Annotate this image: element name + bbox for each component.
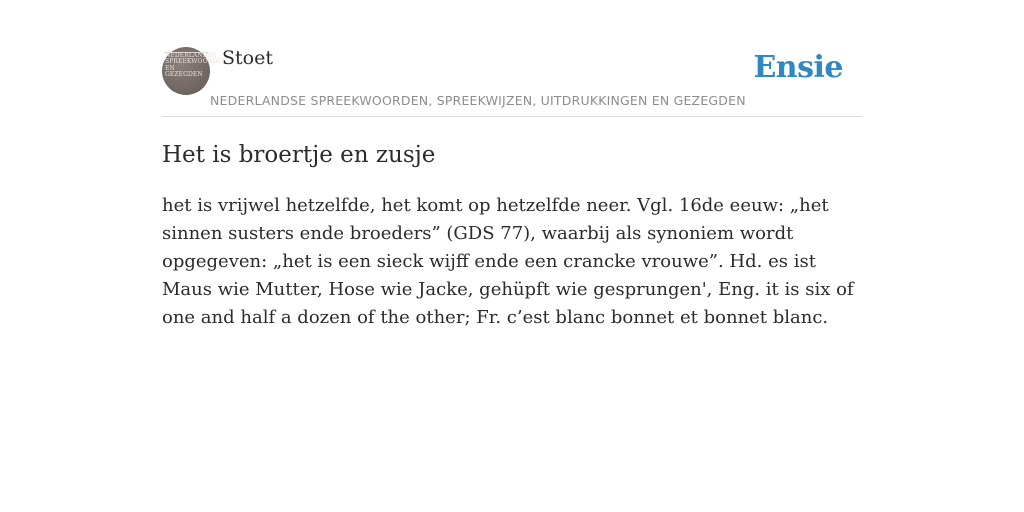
entry-title: Het is broertje en zusje bbox=[162, 142, 436, 168]
entry-definition: het is vrijwel hetzelfde, het komt op hetzelfde neer. Vgl. 16de eeuw: „het sinnen susters ende broeders” (GDS 77), waarbij als synoniem wordt opgegeven: „het is een sieck wijff ende een crancke vrouwe”. Hd. es ist Maus wie Mutter, Hose wie Jacke, gehüpft wie gesprungen', Eng. it is six of one and half a dozen of the other; Fr. c’est blanc bonnet et bonnet blanc. bbox=[162, 195, 854, 328]
entry-page bbox=[162, 0, 862, 332]
entry-header bbox=[162, 0, 862, 117]
author-name[interactable]: Stoet bbox=[222, 47, 273, 69]
source-avatar[interactable] bbox=[162, 47, 227, 95]
brand-logo[interactable]: Ensie bbox=[753, 50, 843, 85]
avatar-cover-text: NEDERLANDSE SPREEKWOORDEN EN GEZEGDEN bbox=[165, 52, 227, 79]
source-subtitle[interactable]: NEDERLANDSE SPREEKWOORDEN, SPREEKWIJZEN, UITDRUKKINGEN EN GEZEGDEN bbox=[210, 93, 746, 108]
